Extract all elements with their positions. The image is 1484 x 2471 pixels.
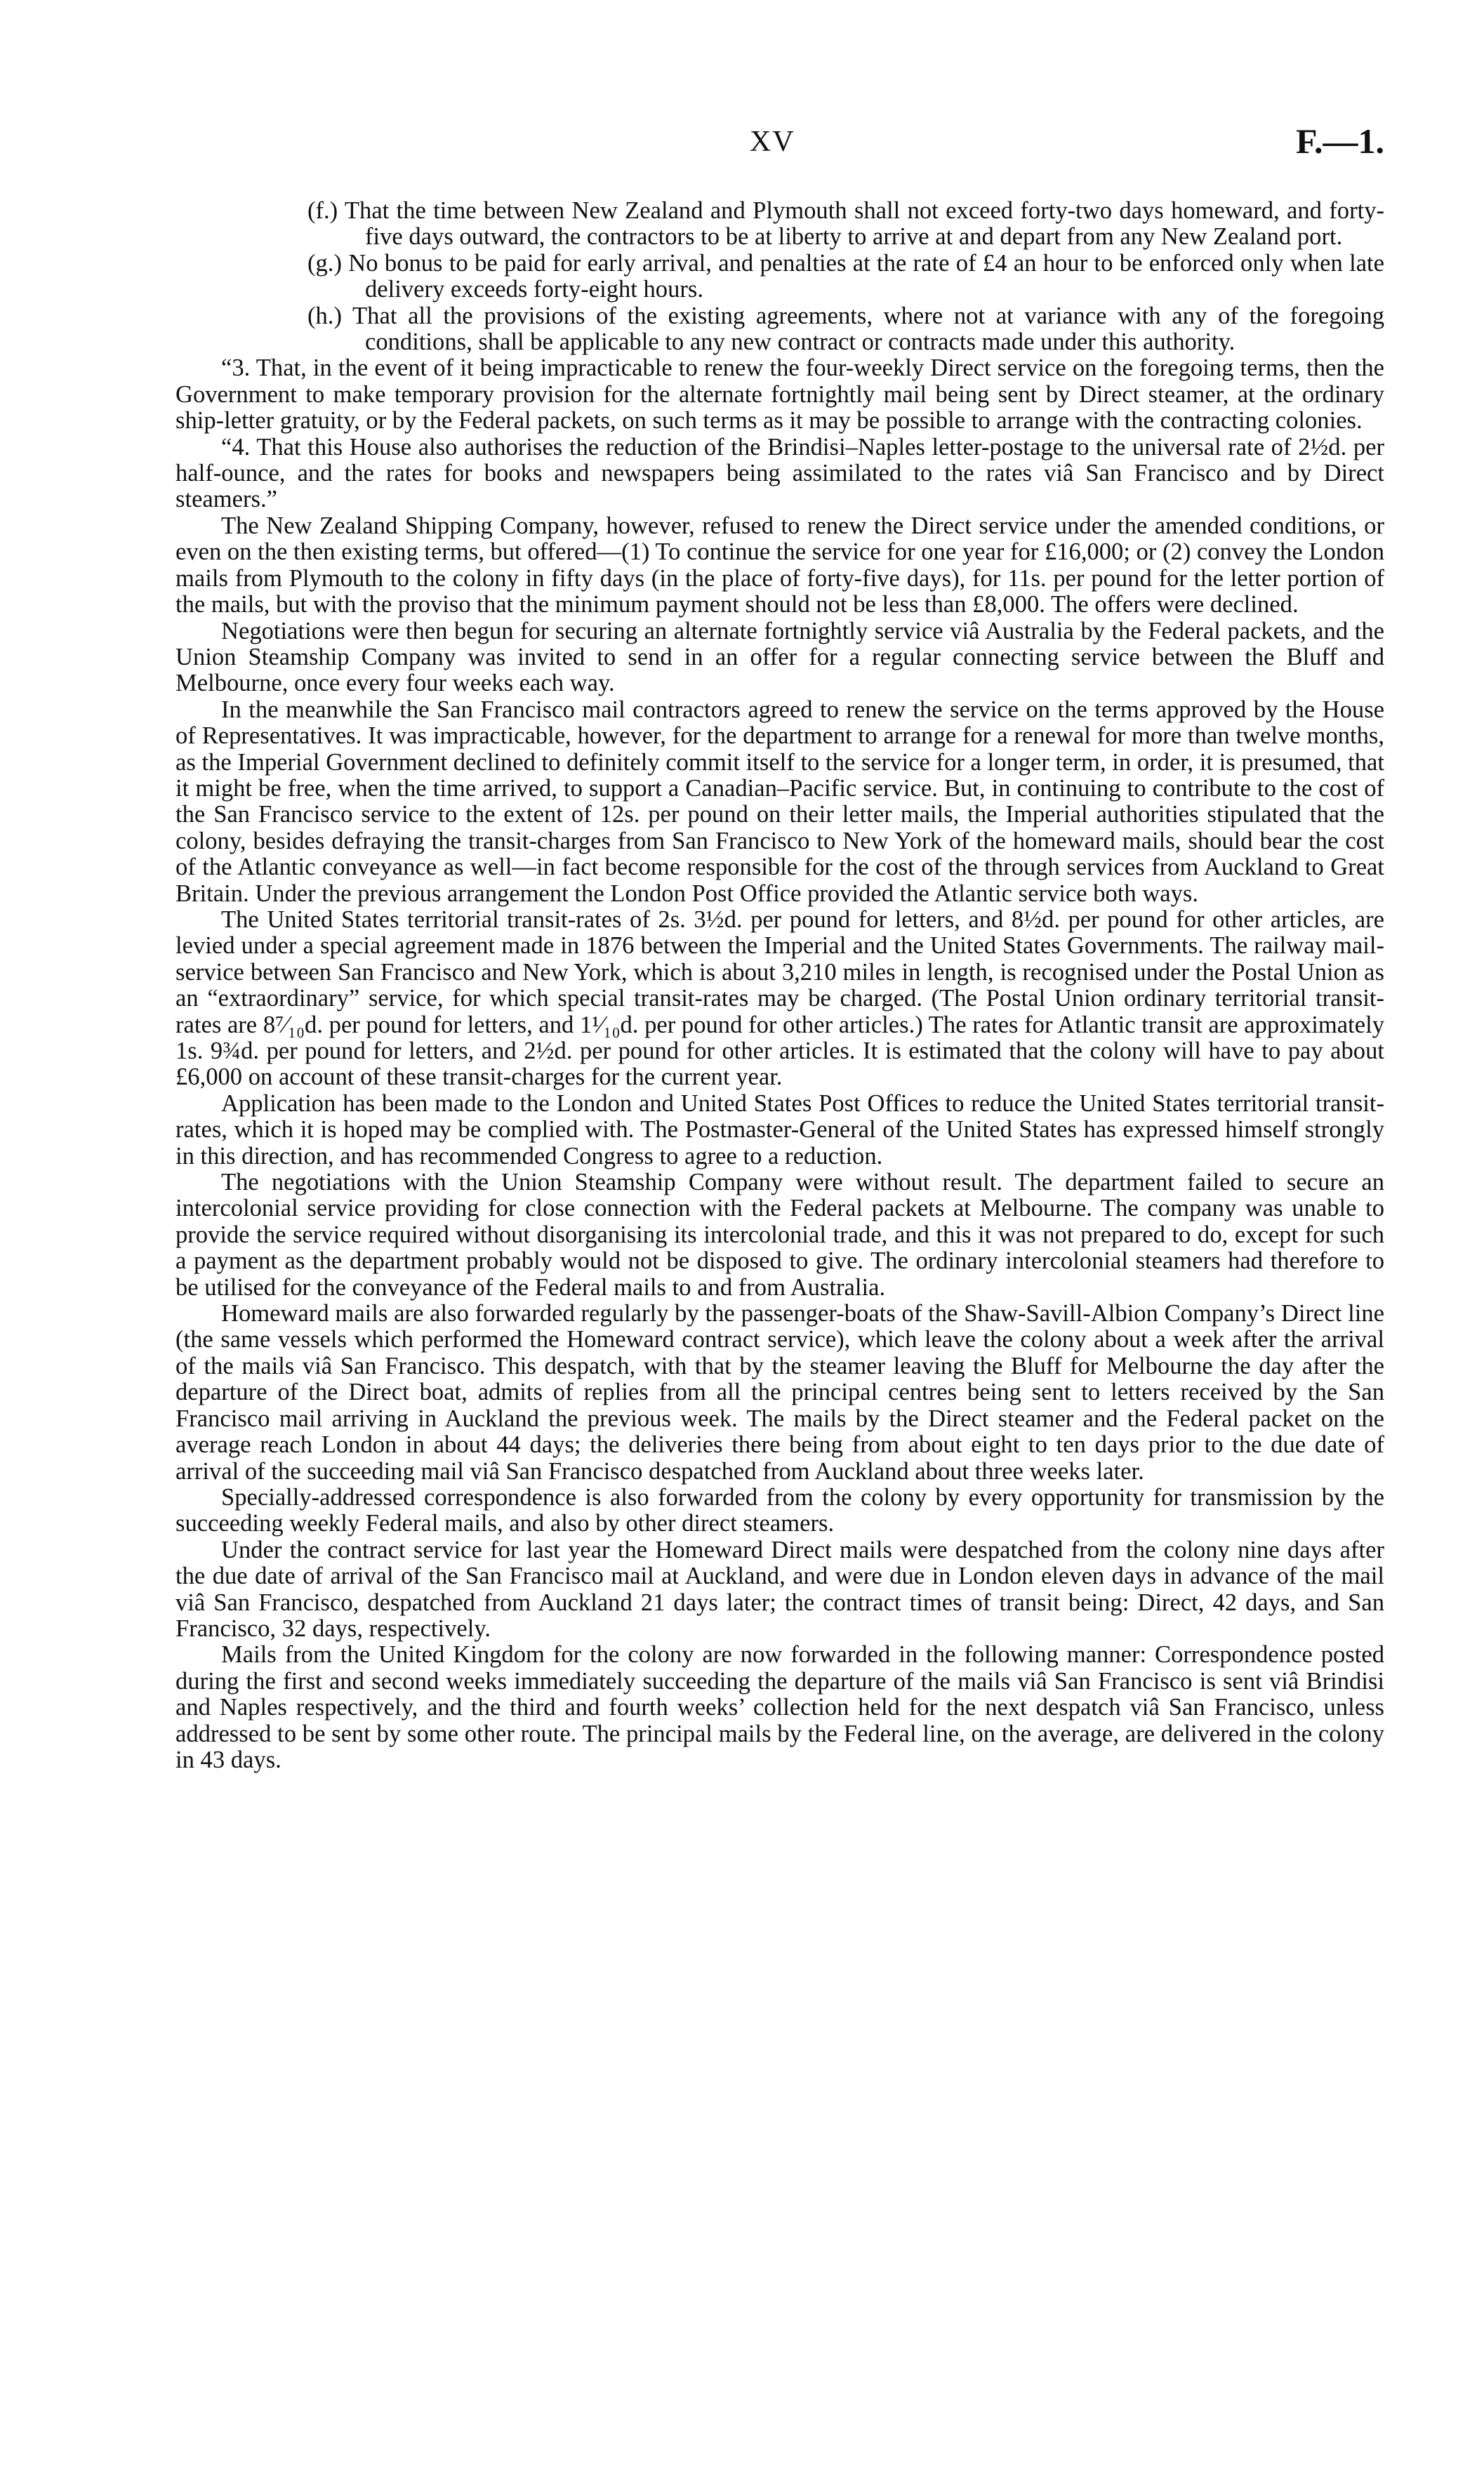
homeward-mails-paragraph: Homeward mails are also forwarded regularly by the passenger-boats of the Shaw-Savill-Albion Company’s Direct line (the same vessels which performed the Homeward contract service), which leave the colony about a week after the arrival of the mails viâ San Francisco. This despatch, with that by the steamer leaving the Bluff for Melbourne the day after the departure of the Direct boat, admits of replies from all the principal centres being sent to letters received by the San Francisco mail arriving in Auckland the previous week. The mails by the Direct steamer and the Federal packet on the average reach London in about 44 days; the deliveries there being from about eight to ten days prior to the due date of arrival of the succeeding mail viâ San Francisco despatched from Auckland about three weeks later. (175, 1300, 1384, 1485)
page-number: XV (750, 126, 795, 158)
condition-h: (h.) That all the provisions of the existing agreements, where not at variance with any of the foregoing conditions, shall be applicable to any new contract or contracts made under this authority. (307, 302, 1384, 356)
nz-shipping-paragraph: The New Zealand Shipping Company, however, refused to renew the Direct service under the amended conditions, or even on the then existing terms, but offered—(1) To continue the service for one year for £16,000; or (2) convey the London mails from Plymouth to the colony in fifty days (in the place of forty-five days), for 11s. per pound for the letter portion of the mails, but with the proviso that the minimum payment should not be less than £8,000. The offers were declined. (175, 512, 1384, 618)
negotiations-union-paragraph: Negotiations were then begun for securing an alternate fortnightly service viâ Australia by the Federal packets, and the Union Steamship Company was invited to send in an offer for a regular connecting service between the Bluff and Melbourne, once every four weeks each way. (175, 617, 1384, 697)
san-francisco-paragraph: In the meanwhile the San Francisco mail contractors agreed to renew the service on the terms approved by the House of Representatives. It was impracticable, however, for the department to arrange for a renewal for more than twelve months, as the Imperial Government declined to definitely commit itself to the service for a longer term, in order, it is presumed, that it might be free, when the time arrived, to support a Canadian–Pacific service. But, in continuing to contribute to the cost of the San Francisco service to the extent of 12s. per pound on their letter mails, the Imperial authorities stipulated that the colony, besides defraying the transit-charges from San Francisco to New York of the homeward mails, should bear the cost of the Atlantic conveyance as well—in fact become responsible for the cost of the through services from Auckland to Great Britain. Under the previous arrangement the London Post Office provided the Atlantic service both ways. (175, 696, 1384, 907)
application-paragraph: Application has been made to the London and United States Post Offices to reduce the United States territorial transit-rates, which it is hoped may be complied with. The Postmaster-General of the United States has expressed himself strongly in this direction, and has recommended Congress to agree to a reduction. (175, 1089, 1384, 1170)
resolution-4-paragraph: “4. That this House also authorises the reduction of the Brindisi–Naples letter-postage to the universal rate of 2½d. per half-ounce, and the rates for books and newspapers being assimilated to the rates viâ San Francisco and by Direct steamers.” (175, 433, 1384, 513)
negotiations-result-paragraph: The negotiations with the Union Steamship Company were without result. The department failed to secure an intercolonial service providing for close connection with the Federal packets at Melbourne. The company was unable to provide the service required without disorganising its intercolonial trade, and this it was not prepared to do, except for such a payment as the department probably would not be disposed to give. The ordinary intercolonial steamers had therefore to be utilised for the conveyance of the Federal mails to and from Australia. (175, 1169, 1384, 1301)
condition-g: (g.) No bonus to be paid for early arrival, and penalties at the rate of £4 an hour to be enforced only when late delivery exceeds forty-eight hours. (307, 249, 1384, 303)
transit-rates-paragraph: The United States territorial transit-rates of 2s. 3½d. per pound for letters, and 8½d. per pound for other articles, are levied under a special agreement made in 1876 between the Imperial and the United States Governments. The railway mail-service between San Francisco and New York, which is about 3,210 miles in length, is recognised under the Postal Union as an “extraordinary” service, for which special transit-rates may be charged. (The Postal Union ordinary territorial transit-rates are 8⁷⁄₁₀d. per pound for letters, and 1¹⁄₁₀d. per pound for other articles.) The rates for Atlantic transit are approximately 1s. 9¾d. per pound for letters, and 2½d. per pound for other articles. It is estimated that the colony will have to pay about £6,000 on account of these transit-charges for the current year. (175, 906, 1384, 1091)
specially-addressed-paragraph: Specially-addressed correspondence is also forwarded from the colony by every opportunity for transmission by the succeeding weekly Federal mails, and also by other direct steamers. (175, 1483, 1384, 1537)
resolution-3-paragraph: “3. That, in the event of it being impracticable to renew the four-weekly Direct service on the foregoing terms, then the Government to make temporary provision for the alternate fortnightly mail being sent by Direct steamer, at the ordinary ship-letter gratuity, or by the Federal packets, on such terms as it may be possible to arrange with the contracting colonies. (175, 355, 1384, 435)
document-reference: F.—1. (1296, 121, 1384, 161)
page-header (0, 121, 1484, 167)
condition-f: (f.) That the time between New Zealand and Plymouth shall not exceed forty-two days homeward, and forty-five days outward, the contractors to be at liberty to arrive at and depart from any New Zealand port. (307, 197, 1384, 251)
mails-uk-paragraph: Mails from the United Kingdom for the colony are now forwarded in the following manner: Correspondence posted during the first and second weeks immediately succeeding the departure of the mails viâ San Francisco is sent viâ Brindisi and Naples respectively, and the third and fourth weeks’ collection held for the next despatch viâ San Francisco, unless addressed to be sent by some other route. The principal mails by the Federal line, on the average, are delivered in the colony in 43 days. (175, 1641, 1384, 1773)
contract-service-paragraph: Under the contract service for last year the Homeward Direct mails were despatched from the colony nine days after the due date of arrival of the San Francisco mail at Auckland, and were due in London eleven days in advance of the mail viâ San Francisco, despatched from Auckland 21 days later; the contract times of transit being: Direct, 42 days, and San Francisco, 32 days, respectively. (175, 1536, 1384, 1642)
document-body (175, 198, 1384, 1773)
